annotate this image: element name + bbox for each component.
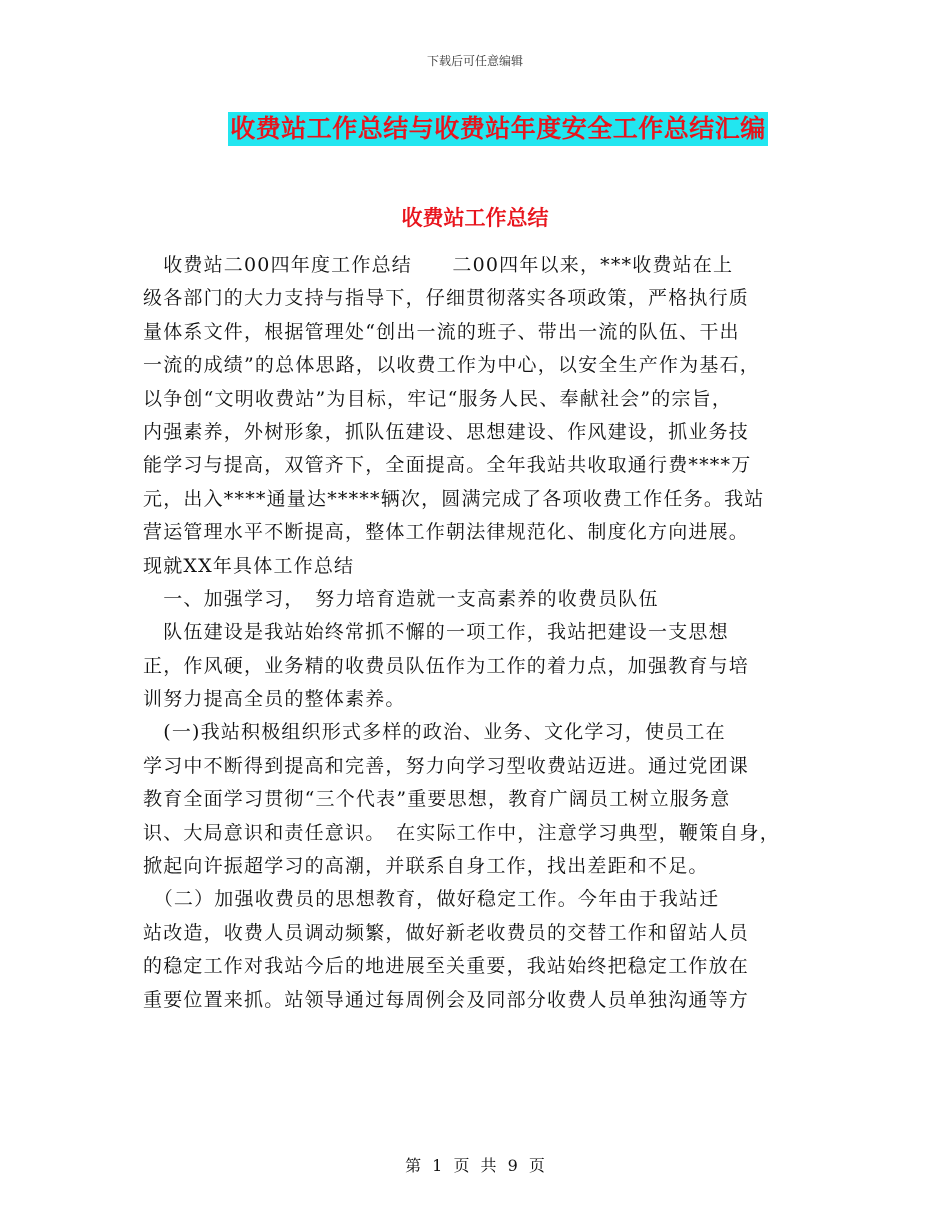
main-title-container — [0, 112, 950, 146]
paragraph-line: 识、大局意识和责任意识。 在实际工作中，注意学习典型，鞭策自身， — [143, 821, 780, 844]
page-footer: 第 1 页 共 9 页 — [405, 1156, 545, 1175]
paragraph-line: 元，出入****通量达*****辆次，圆满完成了各项收费工作任务。我站 — [143, 487, 765, 510]
paragraph-line: 收费站二00四年度工作总结 二00四年以来，***收费站在上 — [143, 254, 734, 276]
section-title: 收费站工作总结 — [401, 206, 549, 230]
paragraph-line: 掀起向许振超学习的高潮，并联系自身工作，找出差距和不足。 — [143, 855, 709, 878]
paragraph-line: 一流的成绩”的总体思路，以收费工作为中心，以安全生产作为基石， — [143, 354, 760, 377]
paragraph-line: 队伍建设是我站始终常抓不懈的一项工作，我站把建设一支思想 — [143, 621, 729, 644]
paragraph-line: 以争创“文明收费站”为目标，牢记“服务人民、奉献社会”的宗旨， — [143, 387, 733, 410]
document-body — [143, 249, 823, 1017]
paragraph-line: 级各部门的大力支持与指导下，仔细贯彻落实各项政策，严格执行质 — [143, 287, 750, 310]
paragraph-line: 教育全面学习贯彻“三个代表”重要思想，教育广阔员工树立服务意 — [143, 788, 731, 811]
paragraph-line: 站改造，收费人员调动频繁，做好新老收费员的交替工作和留站人员 — [143, 921, 750, 944]
paragraph-line: 训努力提高全员的整体素养。 — [143, 688, 406, 711]
document-main-title: 收费站工作总结与收费站年度安全工作总结汇编 — [228, 112, 768, 146]
paragraph-line: 量体系文件，根据管理处“创出一流的班子、带出一流的队伍、干出 — [143, 320, 740, 343]
paragraph-line: 能学习与提高，双管齐下，全面提高。全年我站共收取通行费****万 — [143, 454, 752, 477]
paragraph-line: 内强素养，外树形象，抓队伍建设、思想建设、作风建设，抓业务技 — [143, 420, 750, 443]
paragraph-line: 营运管理水平不断提高，整体工作朝法律规范化、制度化方向进展。 — [143, 521, 750, 544]
paragraph-line: 重要位置来抓。站领导通过每周例会及同部分收费人员单独沟通等方 — [143, 988, 750, 1011]
paragraph-line: 学习中不断得到提高和完善，努力向学习型收费站迈进。通过党团课 — [143, 754, 750, 777]
paragraph-line: 现就XX年具体工作总结 — [143, 554, 355, 577]
page-header-note: 下载后可任意编辑 — [426, 54, 523, 68]
paragraph-line: （二）加强收费员的思想教育，做好稳定工作。今年由于我站迁 — [143, 888, 720, 911]
paragraph-line: (一)我站积极组织形式多样的政治、业务、文化学习，使员工在 — [143, 721, 726, 744]
paragraph-line: 一、加强学习， 努力培育造就一支高素养的收费员队伍 — [143, 587, 659, 610]
paragraph-line: 的稳定工作对我站今后的地进展至关重要，我站始终把稳定工作放在 — [143, 955, 750, 978]
paragraph-line: 正，作风硬，业务精的收费员队伍作为工作的着力点，加强教育与培 — [143, 654, 750, 677]
